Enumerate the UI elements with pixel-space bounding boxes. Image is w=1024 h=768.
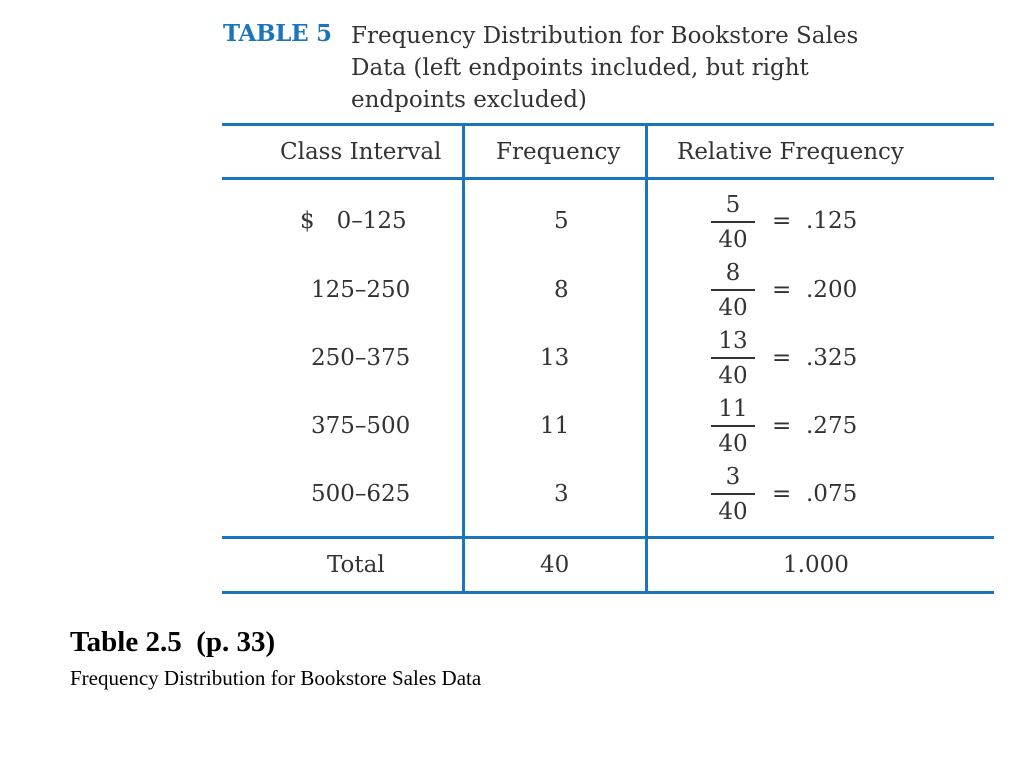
- header-class-interval: Class Interval: [280, 139, 442, 165]
- row-5-denominator: 40: [718, 499, 748, 525]
- row-1-frequency: 5: [554, 208, 569, 234]
- fraction-bar: [711, 357, 755, 359]
- column-divider-1: [462, 123, 465, 594]
- row-5-numerator: 3: [725, 464, 741, 490]
- row-5-frequency: 3: [554, 481, 569, 507]
- row-2-interval: 125–250: [311, 277, 411, 303]
- row-3-denominator: 40: [718, 363, 748, 389]
- fraction-bar: [711, 289, 755, 291]
- row-2-frequency: 8: [554, 277, 569, 303]
- row-1-relative: .125: [806, 208, 858, 234]
- row-4-interval: 375–500: [311, 413, 411, 439]
- header-frequency: Frequency: [496, 139, 621, 165]
- row-1-denominator: 40: [718, 227, 748, 253]
- row-3-numerator: 13: [718, 328, 748, 354]
- row-1-numerator: 5: [725, 192, 741, 218]
- row-3-fraction: [711, 328, 755, 389]
- row-4-equals: =: [772, 413, 792, 439]
- row-1-interval: $ 0–125: [300, 208, 407, 234]
- row-3-relative: .325: [806, 345, 858, 371]
- table-label: TABLE 5: [223, 20, 332, 47]
- row-3-interval: 250–375: [311, 345, 411, 371]
- row-2-fraction: [711, 260, 755, 321]
- row-4-numerator: 11: [718, 396, 748, 422]
- row-1-equals: =: [772, 208, 792, 234]
- row-5-fraction: [711, 464, 755, 525]
- footer-title: Table 2.5 (p. 33): [70, 626, 276, 658]
- row-4-fraction: [711, 396, 755, 457]
- row-5-equals: =: [772, 481, 792, 507]
- fraction-bar: [711, 493, 755, 495]
- row-3-frequency: 13: [540, 345, 570, 371]
- row-5-interval: 500–625: [311, 481, 411, 507]
- table-bottom-rule: [222, 591, 994, 594]
- row-3-equals: =: [772, 345, 792, 371]
- fraction-bar: [711, 425, 755, 427]
- column-divider-2: [645, 123, 648, 594]
- row-5-relative: .075: [806, 481, 858, 507]
- row-4-relative: .275: [806, 413, 858, 439]
- header-relative-frequency: Relative Frequency: [677, 139, 904, 165]
- table-top-rule: [222, 123, 994, 126]
- header-bottom-rule: [222, 177, 994, 180]
- total-relative: 1.000: [783, 552, 849, 578]
- total-frequency: 40: [540, 552, 570, 578]
- row-4-denominator: 40: [718, 431, 748, 457]
- row-1-fraction: [711, 192, 755, 253]
- row-2-numerator: 8: [725, 260, 741, 286]
- row-2-relative: .200: [806, 277, 858, 303]
- row-2-equals: =: [772, 277, 792, 303]
- row-2-denominator: 40: [718, 295, 748, 321]
- row-4-frequency: 11: [540, 413, 570, 439]
- footer-subtitle: Frequency Distribution for Bookstore Sales Data: [70, 666, 482, 690]
- total-label: Total: [327, 552, 385, 578]
- total-top-rule: [222, 536, 994, 539]
- table-caption: Frequency Distribution for Bookstore Sales Data (left endpoints included, but right endpoints excluded): [351, 23, 859, 113]
- fraction-bar: [711, 221, 755, 223]
